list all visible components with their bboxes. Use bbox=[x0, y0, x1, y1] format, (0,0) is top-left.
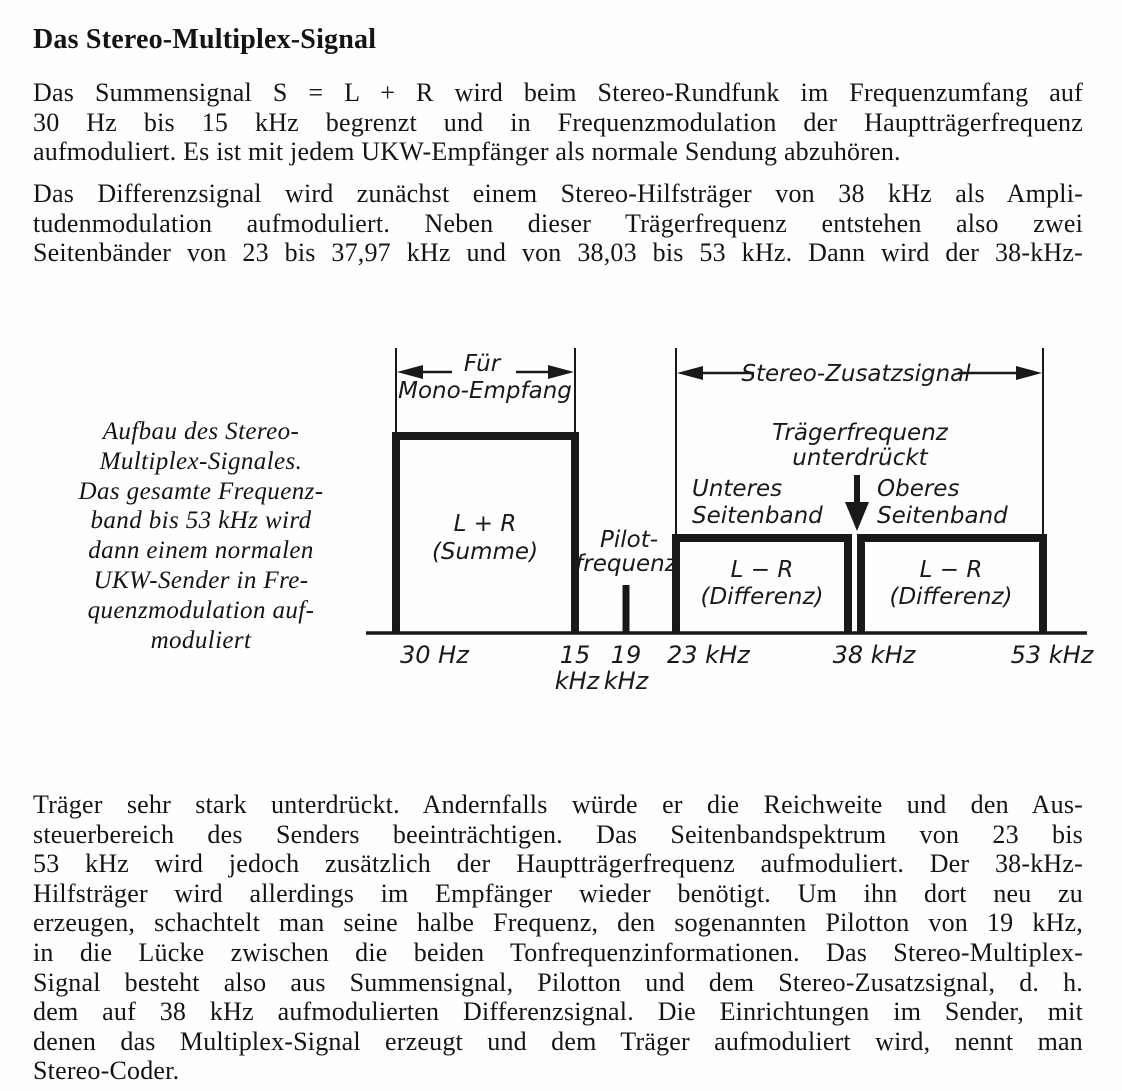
upper-sideband-label-line1: Oberes bbox=[877, 476, 960, 502]
paragraph-traeger-unterdrueckt bbox=[33, 790, 1083, 1086]
text-line: Signal besteht also aus Summensignal, Pilotton und dem Stereo-Zusatzsignal, d. h. bbox=[33, 967, 1083, 997]
text-line: in die Lücke zwischen die beiden Tonfrequenzinformationen. Das Stereo-Multiplex- bbox=[33, 937, 1083, 967]
paragraph-summensignal bbox=[33, 78, 1083, 167]
sum-band-sublabel: (Summe) bbox=[431, 539, 539, 565]
text-line: quenzmodulation auf- bbox=[87, 596, 315, 624]
carrier-note-line1: Trägerfrequenz bbox=[772, 420, 948, 446]
text-line: Aufbau des Stereo- bbox=[102, 418, 300, 445]
text-line: denen das Multiplex-Signal erzeugt und dem Träger aufmoduliert wird, nennt man bbox=[33, 1026, 1083, 1056]
text-line: Das Summensignal S = L + R wird beim Stereo-Rundfunk im Frequenzumfang auf bbox=[33, 78, 1083, 107]
text-line: moduliert bbox=[150, 626, 252, 654]
text-line: tudenmodulation aufmoduliert. Neben dieser Trägerfrequenz entstehen also zwei bbox=[33, 208, 1083, 238]
text-line: Stereo-Coder. bbox=[33, 1056, 180, 1086]
text-line: Das gesamte Frequenz- bbox=[78, 477, 324, 505]
pilot-label-line2: frequenz bbox=[575, 551, 677, 577]
text-line: aufmoduliert. Es ist mit jedem UKW-Empfänger als normale Sendung abzuhören. bbox=[33, 137, 901, 167]
arrowhead-left-icon bbox=[677, 366, 703, 380]
upper-sideband-box-sublabel: (Differenz) bbox=[889, 584, 1013, 610]
mono-range-label-line1: Für bbox=[463, 351, 501, 377]
tick-23khz: 23 kHz bbox=[667, 641, 750, 669]
text-line: dann einem normalen bbox=[88, 537, 314, 565]
figure-caption bbox=[36, 417, 366, 655]
lower-sideband-box-sublabel: (Differenz) bbox=[700, 584, 824, 610]
tick-15khz-line1: 15 bbox=[559, 641, 591, 669]
arrowhead-left-icon bbox=[397, 365, 423, 379]
text-line: Multiplex-Signales. bbox=[99, 447, 303, 475]
text-line: Hilfsträger wird allerdings im Empfänger wieder benötigt. Um ihn dort neu zu bbox=[33, 878, 1083, 908]
text-line: 53 kHz wird jedoch zusätzlich der Hauptträgerfrequenz aufmoduliert. Der 38-kHz- bbox=[33, 849, 1083, 879]
mono-range-arrow bbox=[397, 351, 574, 404]
text-line: steuerbereich des Senders beeinträchtigen. Das Seitenbandspektrum von 23 bis bbox=[33, 819, 1083, 849]
text-line: UKW-Sender in Fre- bbox=[93, 566, 309, 594]
tick-19khz-line1: 19 bbox=[610, 641, 642, 669]
tick-15khz-line2: kHz bbox=[554, 667, 600, 695]
mono-range-label-line2: Mono-Empfang bbox=[398, 378, 572, 404]
spectrum-diagram bbox=[330, 335, 1100, 705]
carrier-arrowhead-icon bbox=[845, 502, 869, 531]
stereo-range-arrow bbox=[677, 361, 1042, 387]
arrowhead-right-icon bbox=[1016, 366, 1042, 380]
sum-band-label: L + R bbox=[453, 511, 517, 537]
tick-30hz: 30 Hz bbox=[400, 641, 469, 669]
upper-sideband-box-label: L − R bbox=[919, 557, 983, 583]
paragraph-differenzsignal bbox=[33, 179, 1083, 268]
lower-sideband-label-line2: Seitenband bbox=[692, 503, 823, 529]
carrier-note-line2: unterdrückt bbox=[792, 445, 928, 471]
tick-19khz-line2: kHz bbox=[603, 667, 649, 695]
text-line: 30 Hz bis 15 kHz begrenzt und in Frequenzmodulation der Hauptträgerfrequenz bbox=[33, 107, 1083, 137]
lower-sideband-box-label: L − R bbox=[730, 557, 794, 583]
upper-sideband-label-line2: Seitenband bbox=[877, 503, 1008, 529]
lower-sideband-label-line1: Unteres bbox=[692, 476, 783, 502]
arrowhead-right-icon bbox=[548, 365, 574, 379]
tick-38khz: 38 kHz bbox=[832, 641, 916, 669]
page-title: Das Stereo-Multiplex-Signal bbox=[33, 24, 377, 55]
tick-53khz: 53 kHz bbox=[1010, 641, 1094, 669]
text-line: Träger sehr stark unterdrückt. Andernfalls würde er die Reichweite und den Aus- bbox=[33, 790, 1083, 819]
text-line: Das Differenzsignal wird zunächst einem Stereo-Hilfsträger von 38 kHz als Ampli- bbox=[33, 179, 1083, 208]
stereo-range-label: Stereo-Zusatzsignal bbox=[741, 361, 971, 387]
pilot-label-line1: Pilot- bbox=[599, 527, 659, 553]
text-line: dem auf 38 kHz aufmodulierten Differenzsignal. Die Einrichtungen im Sender, mit bbox=[33, 997, 1083, 1027]
text-line: erzeugen, schachtelt man seine halbe Frequenz, den sogenannten Pilotton von 19 kHz, bbox=[33, 908, 1083, 938]
text-line: Seitenbänder von 23 bis 37,97 kHz und von 38,03 bis 53 kHz. Dann wird der 38-kHz- bbox=[33, 238, 1083, 268]
text-line: band bis 53 kHz wird bbox=[90, 507, 312, 535]
